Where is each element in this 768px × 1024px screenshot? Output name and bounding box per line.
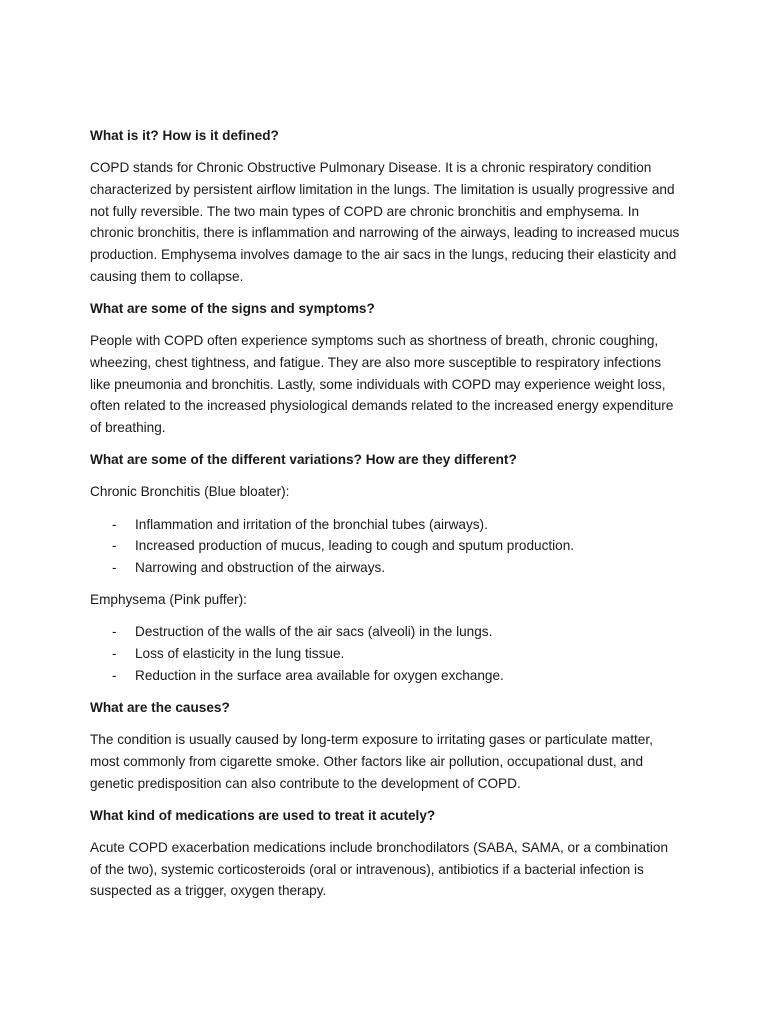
list-item-text: Narrowing and obstruction of the airways. <box>135 559 386 575</box>
variation-label-emphysema: Emphysema (Pink puffer): <box>90 592 247 608</box>
list-item-text: Increased production of mucus, leading to cough and sputum production. <box>135 538 575 554</box>
document-page <box>90 125 680 913</box>
dash-bullet: - <box>112 667 117 683</box>
medications-paragraph: Acute COPD exacerbation medications include bronchodilators (SABA, SAMA, or a combination of the two), systemic corticosteroids (oral or intravenous), antibiotics if a bacterial infection is suspected as a trigger, oxygen therapy. <box>90 839 669 899</box>
section-heading-causes: What are the causes? <box>90 699 230 715</box>
dash-bullet: - <box>112 559 117 575</box>
symptoms-paragraph: People with COPD often experience symptoms such as shortness of breath, chronic coughing, wheezing, chest tightness, and fatigue. They are also more susceptible to respiratory infections like pneumonia and bronchitis. Lastly, some individuals with COPD may experience weight loss, often related to the increased physiological demands related to the increased energy expenditure of breathing. <box>90 333 674 435</box>
section-heading-medications: What kind of medications are used to treat it acutely? <box>90 807 436 823</box>
list-item <box>90 621 680 643</box>
list-item <box>90 535 680 557</box>
dash-bullet: - <box>112 538 117 554</box>
dash-bullet: - <box>112 624 117 640</box>
section-heading-symptoms: What are some of the signs and symptoms? <box>90 300 375 316</box>
section-heading-variations: What are some of the different variations? How are they different? <box>90 452 517 468</box>
list-item-text: Loss of elasticity in the lung tissue. <box>135 646 345 662</box>
section-heading-definition: What is it? How is it defined? <box>90 128 279 143</box>
definition-paragraph: COPD stands for Chronic Obstructive Pulmonary Disease. It is a chronic respiratory condition characterized by persistent airflow limitation in the lungs. The limitation is usually progressive and not fully reversible. The two main types of COPD are chronic bronchitis and emphysema. In chronic bronchitis, there is inflammation and narrowing of the airways, leading to increased mucus production. Emphysema involves damage to the air sacs in the lungs, reducing their elasticity and causing them to collapse. <box>90 160 680 284</box>
causes-paragraph: The condition is usually caused by long-term exposure to irritating gases or particulate matter, most commonly from cigarette smoke. Other factors like air pollution, occupational dust, and genetic predisposition can also contribute to the development of COPD. <box>90 732 653 791</box>
dash-bullet: - <box>112 646 117 662</box>
list-item-text: Reduction in the surface area available for oxygen exchange. <box>135 667 504 683</box>
list-item-text: Destruction of the walls of the air sacs (alveoli) in the lungs. <box>135 624 493 640</box>
list-item <box>90 557 680 579</box>
variation-label-chronic-bronchitis: Chronic Bronchitis (Blue bloater): <box>90 484 290 500</box>
list-item <box>90 665 680 687</box>
list-item <box>90 643 680 665</box>
list-item-text: Inflammation and irritation of the bronchial tubes (airways). <box>135 516 488 532</box>
emphysema-list <box>90 621 680 686</box>
list-item <box>90 514 680 536</box>
dash-bullet: - <box>112 516 117 532</box>
chronic-bronchitis-list <box>90 514 680 579</box>
